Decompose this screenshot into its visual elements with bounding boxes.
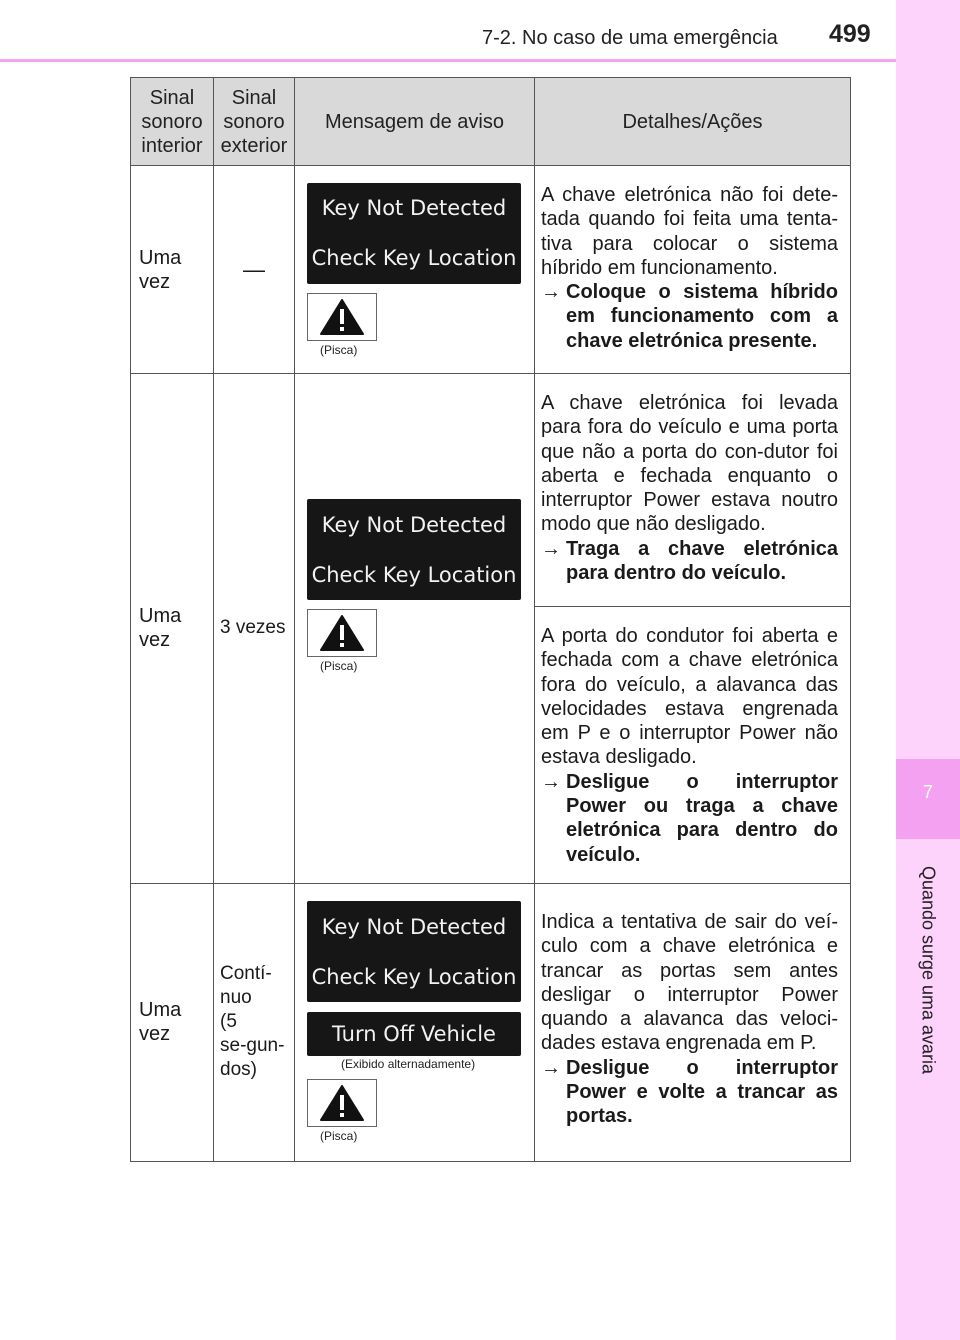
col-header-interior: Sinal sonoro interior <box>131 78 214 166</box>
exterior-signal: Contí-nuo (5 se-gun-dos) <box>214 883 295 1161</box>
table-row <box>131 374 851 607</box>
action-item <box>541 770 838 867</box>
table-header-row <box>131 78 851 166</box>
exterior-signal: — <box>214 166 295 374</box>
action-item <box>541 537 838 586</box>
exterior-signal: 3 vezes <box>214 374 295 884</box>
screen-line: Check Key Location <box>311 965 517 990</box>
icon-caption: (Pisca) <box>320 1129 358 1144</box>
screen-line: Check Key Location <box>311 563 517 588</box>
interior-signal: Uma vez <box>131 374 214 884</box>
action-text: Coloque o sistema híbrido em funcionamento com a chave eletrónica presente. <box>566 281 838 352</box>
arrow-icon: → <box>541 281 561 304</box>
display-screen <box>307 183 521 284</box>
col-header-message: Mensagem de aviso <box>295 78 535 166</box>
page-number: 499 <box>829 20 871 48</box>
details-text: A chave eletrónica foi levada para fora do veículo e uma porta que não a porta do con-dutor foi aberta e fechada enquanto o interruptor Power estava noutro modo que não desligado. <box>541 392 838 536</box>
details-cell <box>535 374 851 607</box>
warning-message <box>295 166 535 374</box>
screen-line: Key Not Detected <box>321 914 507 939</box>
screen-line: Check Key Location <box>311 246 517 271</box>
details-cell <box>535 607 851 884</box>
warning-triangle-icon <box>307 609 377 657</box>
display-screen <box>307 499 521 600</box>
interior-signal: Uma vez <box>131 166 214 374</box>
warning-triangle-icon <box>307 293 377 341</box>
interior-signal: Uma vez <box>131 883 214 1161</box>
screen-line: Turn Off Vehicle <box>332 1022 496 1047</box>
display-screen <box>307 901 521 1002</box>
display-screen-alt <box>307 1012 521 1056</box>
action-text: Traga a chave eletrónica para dentro do veículo. <box>566 537 838 585</box>
action-item <box>541 280 838 353</box>
header-rule <box>0 59 896 62</box>
details-text: A chave eletrónica não foi dete-tada quando foi feita uma tenta-tiva para colocar o sistema híbrido em funcionamento. <box>541 184 838 279</box>
arrow-icon: → <box>541 770 561 793</box>
screen-line: Key Not Detected <box>321 512 507 537</box>
screen-caption: (Exibido alternadamente) <box>341 1057 476 1072</box>
table-row <box>131 166 851 374</box>
col-header-details: Detalhes/Ações <box>535 78 851 166</box>
details-cell <box>535 166 851 374</box>
warning-table <box>130 77 851 1162</box>
chapter-number: 7 <box>922 782 933 802</box>
section-title: 7-2. No caso de uma emergência <box>482 27 778 49</box>
arrow-icon: → <box>541 537 561 560</box>
arrow-icon: → <box>541 1056 561 1079</box>
warning-triangle-icon <box>307 1079 377 1127</box>
details-text: Indica a tentativa de sair do veí-culo com a chave eletrónica e trancar as portas sem antes desligar o interruptor Power quando a alavanca das veloci-dades estava engrenada em P. <box>541 910 838 1055</box>
icon-caption: (Pisca) <box>320 342 358 357</box>
action-text: Desligue o interruptor Power e volte a trancar as portas. <box>566 1056 838 1128</box>
warning-message <box>295 883 535 1161</box>
details-text: A porta do condutor foi aberta e fechada com a chave eletrónica fora do veículo, a alavanca das velocidades estava engrenada em P e o interruptor Power não estava desligado. <box>541 625 838 769</box>
side-strip <box>896 0 960 1340</box>
chapter-label: Quando surge uma avaria <box>918 865 939 1075</box>
warning-message <box>295 374 535 884</box>
details-cell <box>535 883 851 1161</box>
table-row <box>131 883 851 1161</box>
screen-line: Key Not Detected <box>321 195 507 220</box>
action-item <box>541 1056 838 1129</box>
col-header-exterior: Sinal sonoro exterior <box>214 78 295 166</box>
action-text: Desligue o interruptor Power ou traga a chave eletrónica para dentro do veículo. <box>566 770 838 866</box>
icon-caption: (Pisca) <box>320 659 358 674</box>
